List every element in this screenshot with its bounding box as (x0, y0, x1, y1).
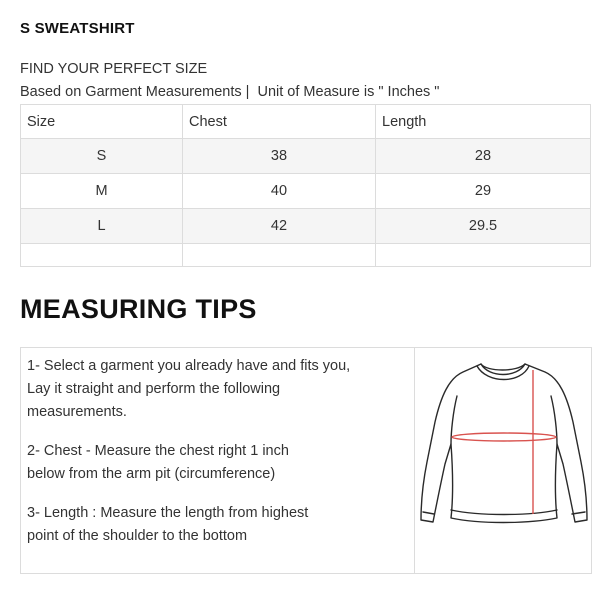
tips-list (27, 355, 397, 564)
tips-divider (414, 348, 415, 573)
table-header-row (21, 105, 591, 139)
size-cell: L (21, 209, 183, 244)
length-cell: 28 (376, 139, 591, 174)
measuring-tips-box (20, 347, 592, 574)
size-cell: S (21, 139, 183, 174)
chest-cell: 38 (183, 139, 376, 174)
tip-item: 3- Length : Measure the length from highest point of the shoulder to the bottom (27, 505, 309, 544)
table-empty-row (21, 244, 591, 267)
size-chart-table (20, 104, 591, 267)
length-cell: 29.5 (376, 209, 591, 244)
table-row (21, 209, 591, 244)
size-guide-subtitle: FIND YOUR PERFECT SIZE (20, 61, 208, 77)
tip-item: 2- Chest - Measure the chest right 1 inch below from the arm pit (circumference) (27, 443, 289, 482)
page-title: S SWEATSHIRT (20, 20, 135, 37)
table-row (21, 174, 591, 209)
column-header-length: Length (376, 105, 591, 139)
column-header-chest: Chest (183, 105, 376, 139)
length-cell: 29 (376, 174, 591, 209)
chest-cell: 42 (183, 209, 376, 244)
column-header-size: Size (21, 105, 183, 139)
measurement-basis-note: Based on Garment Measurements | Unit of Measure is " Inches " (20, 84, 440, 100)
tip-item: 1- Select a garment you already have and fits you, Lay it straight and perform the following measurements. (27, 358, 351, 420)
table-row (21, 139, 591, 174)
size-cell: M (21, 174, 183, 209)
measuring-tips-heading: MEASURING TIPS (20, 294, 257, 324)
sweatshirt-measurement-icon (417, 352, 589, 547)
chest-cell: 40 (183, 174, 376, 209)
